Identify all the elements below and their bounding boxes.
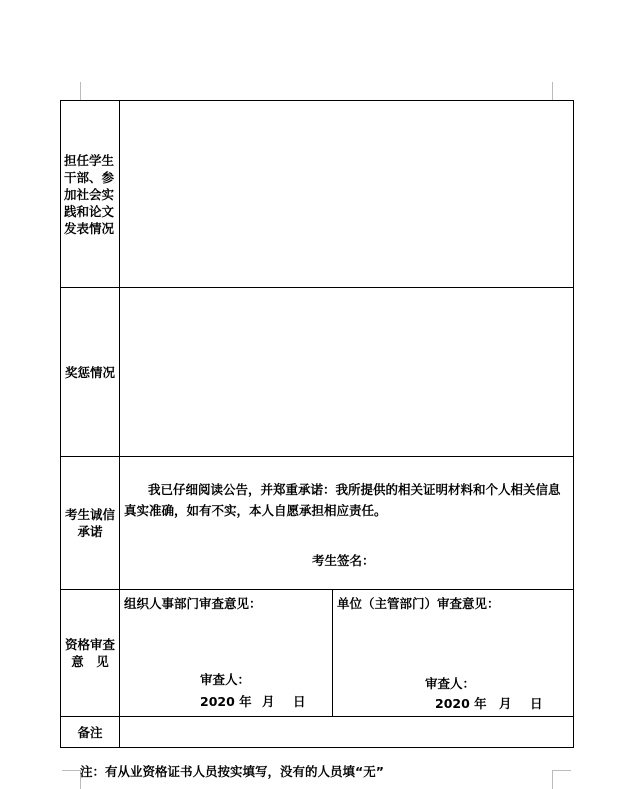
pledge-label-line2: 承诺 xyxy=(77,524,103,539)
unit-review-cell[interactable] xyxy=(333,590,574,717)
signature-label: 考生签名： xyxy=(312,553,375,568)
awards-label-cell xyxy=(61,288,120,457)
cadre-row xyxy=(61,101,574,288)
personnel-date-month: 月 xyxy=(262,694,275,709)
pledge-row xyxy=(61,457,574,590)
margin-mark-top-left xyxy=(62,82,81,101)
pledge-content-cell xyxy=(120,457,574,590)
cadre-label: 担任学生干部、参加社会实践和论文发表情况 xyxy=(64,152,115,236)
unit-date-month: 月 xyxy=(499,696,512,711)
review-row xyxy=(61,590,574,717)
awards-content-cell[interactable] xyxy=(120,288,574,457)
awards-label: 奖惩情况 xyxy=(64,364,115,380)
unit-date-day: 日 xyxy=(530,696,543,711)
cadre-label-cell xyxy=(61,101,120,288)
margin-mark-bottom-left xyxy=(62,770,81,789)
unit-reviewer-label: 审查人： xyxy=(425,676,476,691)
personnel-review-heading: 组织人事部门审查意见： xyxy=(124,596,262,611)
review-label-line1: 资格审查 xyxy=(64,637,115,652)
review-label-cell xyxy=(61,590,120,717)
awards-row xyxy=(61,288,574,457)
pledge-text: 我已仔细阅读公告，并郑重承诺：我所提供的相关证明材料和个人相关信息真实准确，如有不实，本人自愿承担相应责任。 xyxy=(124,482,561,518)
footnote: 注：有从业资格证书人员按实填写，没有的人员填“无” xyxy=(80,764,384,779)
personnel-review-cell[interactable] xyxy=(120,590,333,717)
remarks-label: 备注 xyxy=(77,724,103,740)
pledge-label-line1: 考生诚信 xyxy=(64,507,115,522)
unit-date-year: 2020 年 xyxy=(435,696,487,711)
review-label-line2: 意 见 xyxy=(71,654,109,669)
personnel-date-day: 日 xyxy=(293,694,306,709)
remarks-content-cell[interactable] xyxy=(120,717,574,748)
personnel-date-year: 2020 年 xyxy=(200,694,252,709)
application-form-table xyxy=(60,100,574,748)
unit-review-heading: 单位（主管部门）审查意见： xyxy=(337,596,500,611)
personnel-reviewer-label: 审查人： xyxy=(200,672,251,687)
margin-mark-top-right xyxy=(552,82,571,101)
margin-mark-bottom-right xyxy=(552,770,571,789)
remarks-row xyxy=(61,717,574,748)
pledge-label-cell xyxy=(61,457,120,590)
cadre-content-cell[interactable] xyxy=(120,101,574,288)
remarks-label-cell xyxy=(61,717,120,748)
